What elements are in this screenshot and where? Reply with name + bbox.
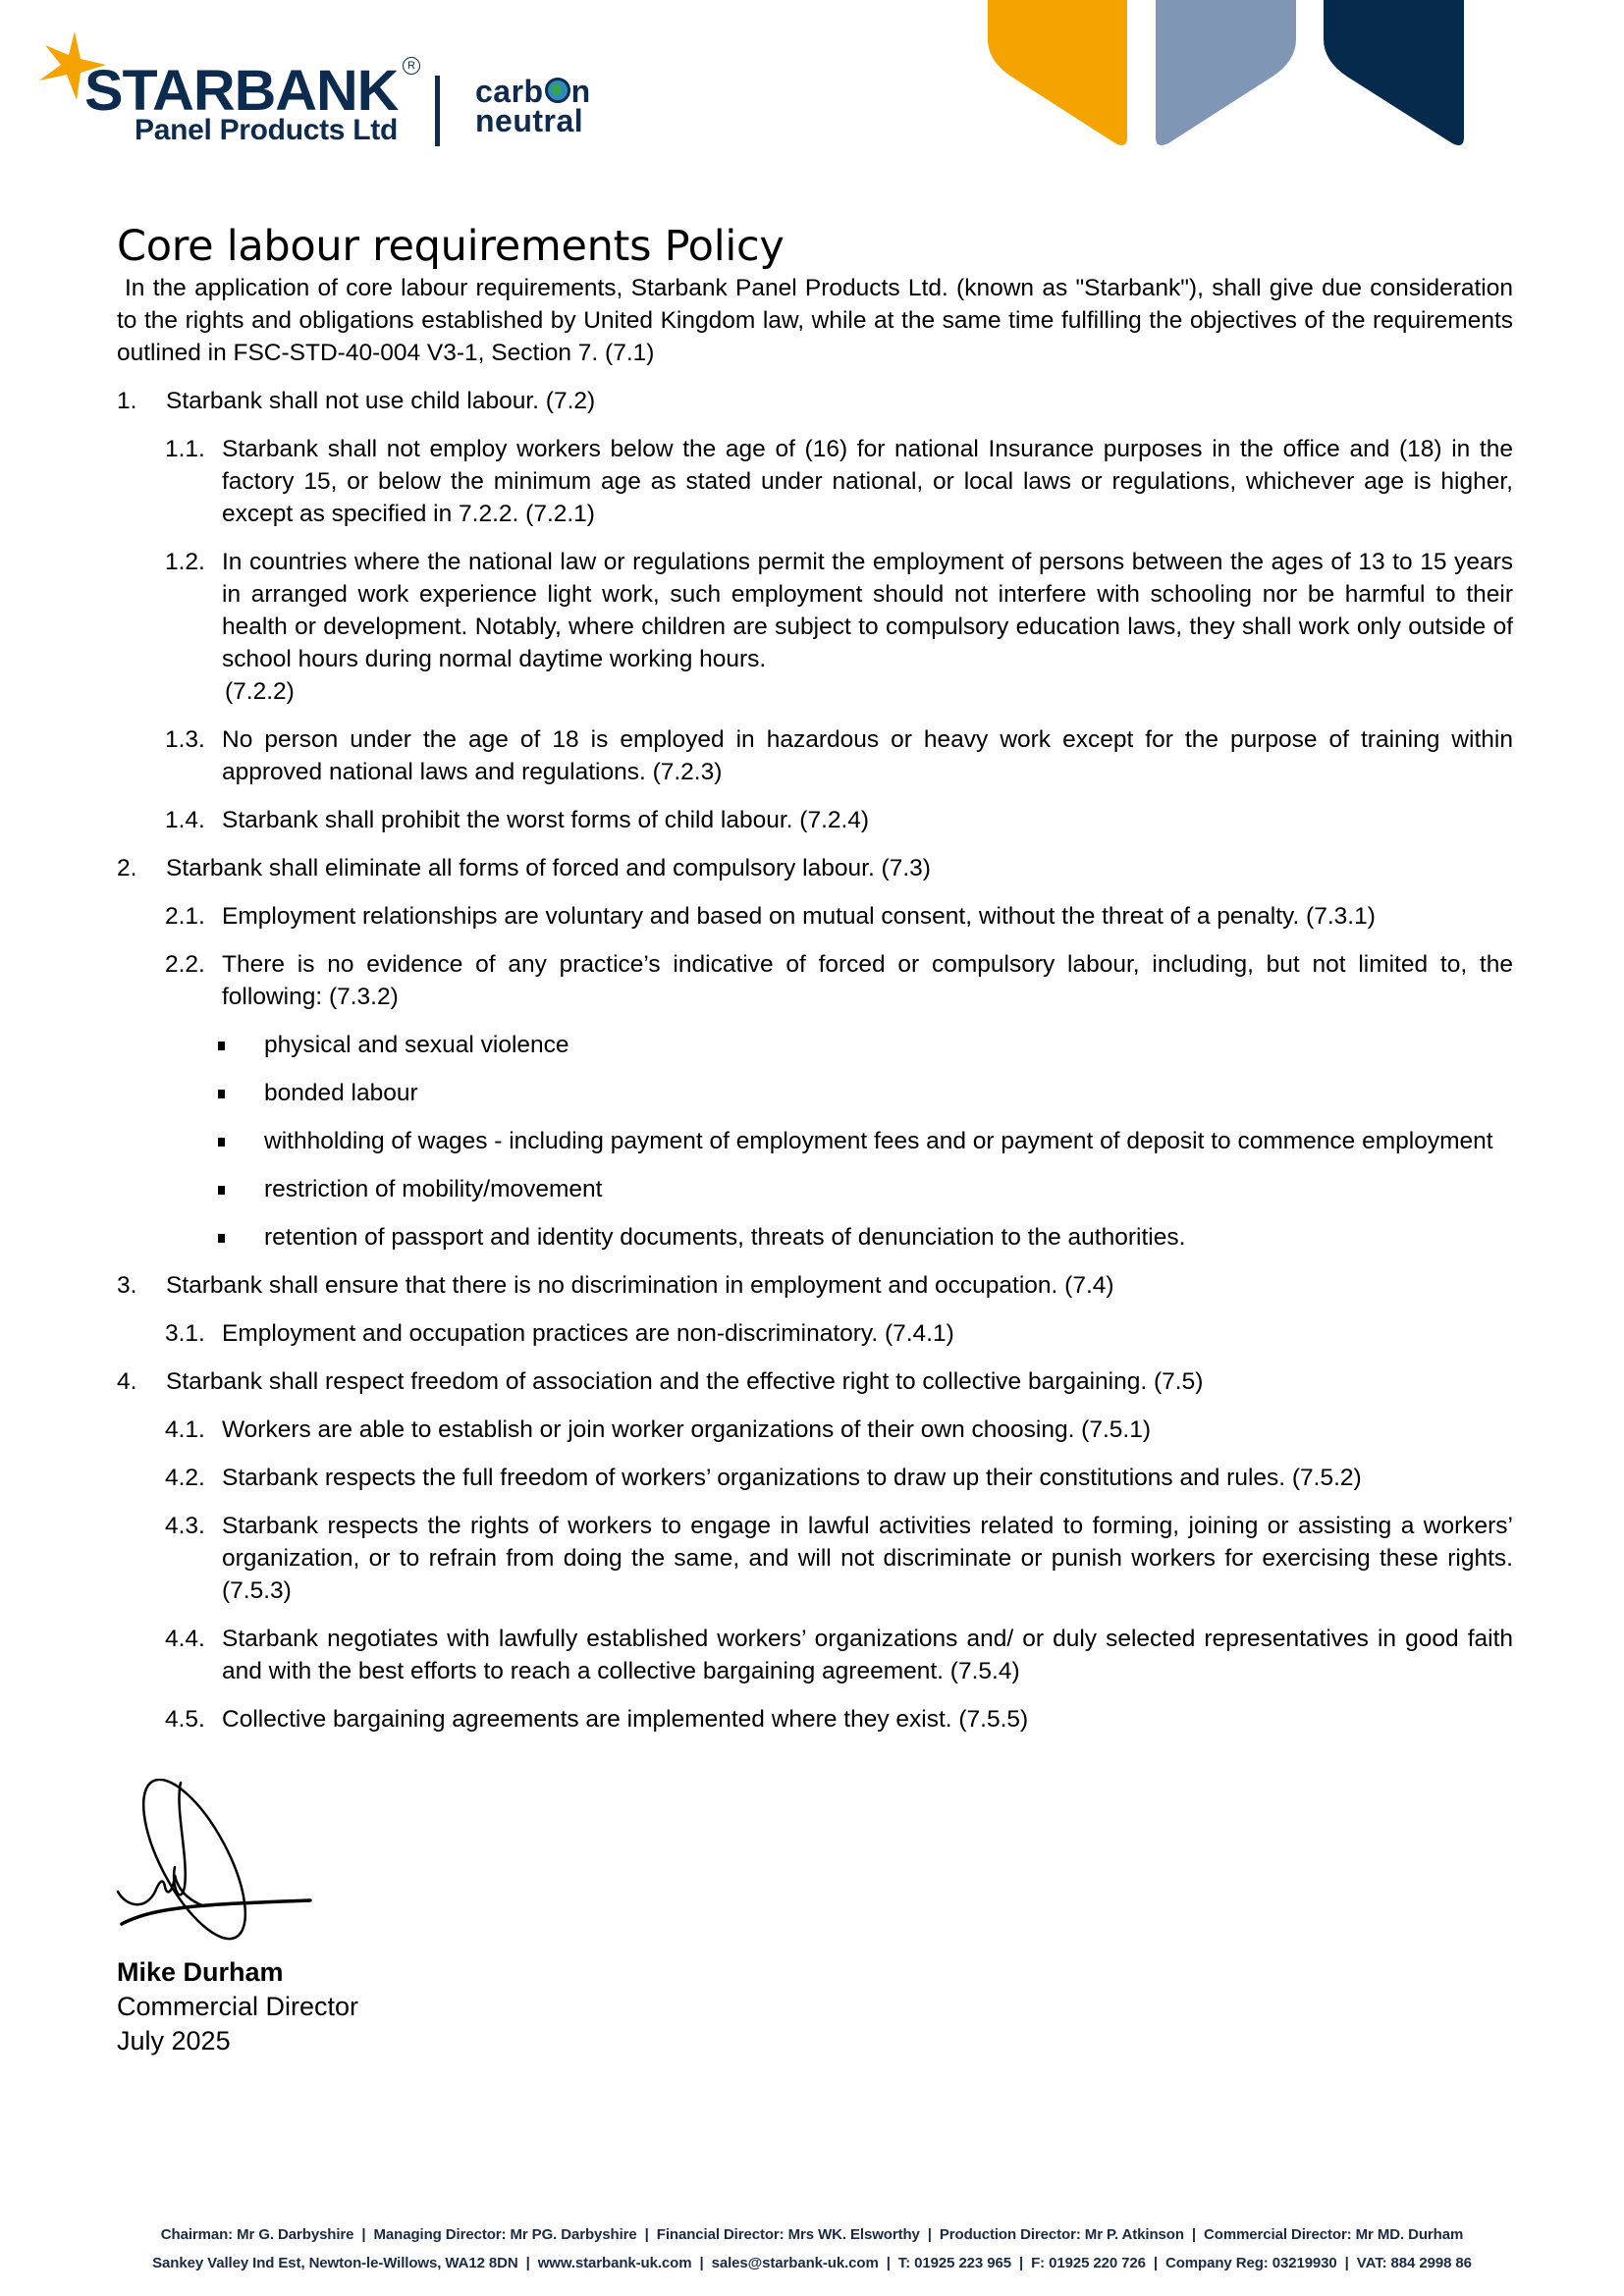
signature-date: July 2025 [117,2026,231,2056]
footer-managing-director: Managing Director: Mr PG. Darbyshire [373,2226,637,2243]
bullet-text: restriction of mobility/movement [264,1176,603,1203]
clause-text: No person under the age of 18 is employed in hazardous or heavy work except for the purpose of training within approved national laws and regulations. (7.2.3) [222,726,1513,786]
clause-number: 2.2. [165,951,205,979]
clause-text: Collective bargaining agreements are implemented where they exist. (7.5.5) [222,1706,1029,1734]
clause-1-2 [117,546,1513,708]
section-number: 4. [117,1368,137,1396]
clause-1-1 [117,433,1513,530]
footer-directors-line: Chairman: Mr G. Darbyshire | Managing Director: Mr PG. Darbyshire | Financial Director: Mrs WK. Elsworthy | Production Director: Mr P. Atkinson | Commercial Director: Mr MD. Durham [160,2226,1464,2243]
footer-chairman: Chairman: Mr G. Darbyshire [160,2226,354,2243]
section-3 [117,1269,1513,1302]
clause-number: 4.5. [165,1706,205,1734]
bullet-square-icon [218,1234,225,1243]
clause-1-4 [117,804,1513,836]
bullet-square-icon [218,1138,225,1147]
clause-2-1 [117,900,1513,933]
clause-number: 1.2. [165,549,205,576]
steel-blue-shape [1156,0,1296,145]
clause-reference: (7.2.2) [225,678,295,706]
clause-number: 4.3. [165,1513,205,1540]
orange-shape [988,0,1127,145]
clause-1-3 [117,723,1513,788]
section-1 [117,385,1513,417]
bullet-text: withholding of wages - including payment of employment fees and or payment of deposit to commence employment [264,1128,1493,1155]
clause-number: 1.4. [165,807,205,834]
section-2 [117,852,1513,884]
bullet-text: bonded labour [264,1080,418,1107]
clause-3-1 [117,1317,1513,1350]
section-4 [117,1365,1513,1398]
clause-text: Starbank negotiates with lawfully established workers’ organizations and/ or duly selected representatives in good faith and with the best efforts to reach a collective bargaining agreement. (7.5.4) [222,1626,1513,1685]
footer-telephone: T: 01925 223 965 [897,2255,1011,2271]
clause-4-5 [117,1703,1513,1735]
clause-text: Employment and occupation practices are non-discriminatory. (7.4.1) [222,1320,954,1348]
clause-number: 1.3. [165,726,205,754]
brand-subtitle: Panel Products Ltd [135,114,398,146]
clause-number: 4.2. [165,1465,205,1492]
footer-production-director: Production Director: Mr P. Atkinson [939,2226,1184,2243]
clause-text: Starbank shall prohibit the worst forms of child labour. (7.2.4) [222,807,870,834]
decorative-header-shapes [982,0,1624,157]
bullet-square-icon [218,1090,225,1098]
clause-4-2 [117,1462,1513,1494]
footer-company-reg: Company Reg: 03219930 [1165,2255,1337,2271]
signature-image [116,1779,322,1950]
clause-text: Starbank shall not employ workers below the age of (16) for national Insurance purposes in the office and (18) in the factory 15, or below the minimum age as stated under national, or local laws or regulations, whichever age is higher, except as specified in 7.2.2. (7.2.1) [222,436,1513,528]
bullet-item [117,1077,1513,1109]
clause-text: In countries where the national law or regulations permit the employment of persons between the ages of 13 to 15 years in arranged work experience light work, such employment should not interfere with schooling nor be harmful to their health or development. Notably, where children are subject to compulsory education laws, they shall work only outside of school hours during normal daytime working hours. [222,549,1513,673]
footer-contact-line: Sankey Valley Ind Est, Newton-le-Willows, WA12 8DN | www.starbank-uk.com | sales@starbank-uk.com | T: 01925 223 965 | F: 01925 220 726 | Company Reg: 03219930 | VAT: 884 2998 86 [152,2255,1472,2271]
bullet-item [117,1029,1513,1061]
carbon-label-post: n [570,74,591,109]
policy-document [117,224,1513,1735]
carbon-label-pre: carb [475,74,544,109]
company-footer [0,2220,1624,2277]
registered-mark: R [403,57,420,75]
clause-4-3 [117,1510,1513,1607]
clause-number: 1.1. [165,436,205,463]
clause-text: Starbank respects the full freedom of workers’ organizations to draw up their constitutions and rules. (7.5.2) [222,1465,1362,1492]
bullet-square-icon [218,1041,225,1050]
footer-email-link[interactable]: sales@starbank-uk.com [711,2255,879,2271]
section-number: 3. [117,1272,137,1300]
clause-number: 3.1. [165,1320,205,1348]
section-text: Starbank shall eliminate all forms of forced and compulsory labour. (7.3) [166,855,931,882]
carbon-neutral-badge [475,74,591,138]
section-text: Starbank shall respect freedom of association and the effective right to collective bargaining. (7.5) [166,1368,1204,1396]
clause-number: 4.4. [165,1626,205,1653]
footer-fax: F: 01925 220 726 [1031,2255,1146,2271]
clause-4-4 [117,1623,1513,1687]
neutral-label: neutral [475,103,584,138]
brand-wordmark: STARBANK [84,59,399,123]
bullet-square-icon [218,1186,225,1195]
footer-commercial-director: Commercial Director: Mr MD. Durham [1204,2226,1464,2243]
clause-text: Employment relationships are voluntary and based on mutual consent, without the threat of a penalty. (7.3.1) [222,903,1376,931]
footer-vat: VAT: 884 2998 86 [1356,2255,1472,2271]
clause-2-2 [117,948,1513,1013]
clause-number: 4.1. [165,1416,205,1444]
section-text: Starbank shall not use child labour. (7.2) [166,388,596,415]
clause-text: Workers are able to establish or join worker organizations of their own choosing. (7.5.1) [222,1416,1151,1444]
clause-text: Starbank respects the rights of workers to engage in lawful activities related to forming, joining or assisting a workers’ organization, or to refrain from doing the same, and will not discriminate or punish workers for exercising these rights. (7.5.3) [222,1513,1513,1605]
footer-financial-director: Financial Director: Mrs WK. Elsworthy [656,2226,920,2243]
bullet-text: retention of passport and identity documents, threats of denunciation to the authorities. [264,1224,1186,1252]
section-text: Starbank shall ensure that there is no discrimination in employment and occupation. (7.4) [166,1272,1114,1300]
logo-divider [435,76,440,146]
clause-text: There is no evidence of any practice’s indicative of forced or compulsory labour, including, but not limited to, the following: (7.3.2) [222,951,1513,1011]
clause-4-1 [117,1414,1513,1446]
navy-shape [1324,0,1464,145]
section-number: 1. [117,388,137,415]
bullet-text: physical and sexual violence [264,1032,569,1059]
page-title: Core labour requirements Policy [117,222,785,271]
clause-number: 2.1. [165,903,205,931]
footer-website-link[interactable]: www.starbank-uk.com [537,2255,692,2271]
signatory-block [117,1955,358,2058]
bullet-item [117,1173,1513,1205]
globe-icon [545,78,570,103]
intro-paragraph: In the application of core labour requirements, Starbank Panel Products Ltd. (known as "Starbank"), shall give due consideration to the rights and obligations established by United Kingdom law, while at the same time fulfilling the objectives of the requirements outlined in FSC-STD-40-004 V3-1, Section 7. (7.1) [117,275,1513,367]
signatory-role: Commercial Director [117,1992,359,2021]
section-number: 2. [117,855,137,882]
footer-address: Sankey Valley Ind Est, Newton-le-Willows, WA12 8DN [152,2255,518,2271]
signatory-name: Mike Durham [117,1957,284,1987]
bullet-item [117,1125,1513,1157]
bullet-item [117,1221,1513,1254]
